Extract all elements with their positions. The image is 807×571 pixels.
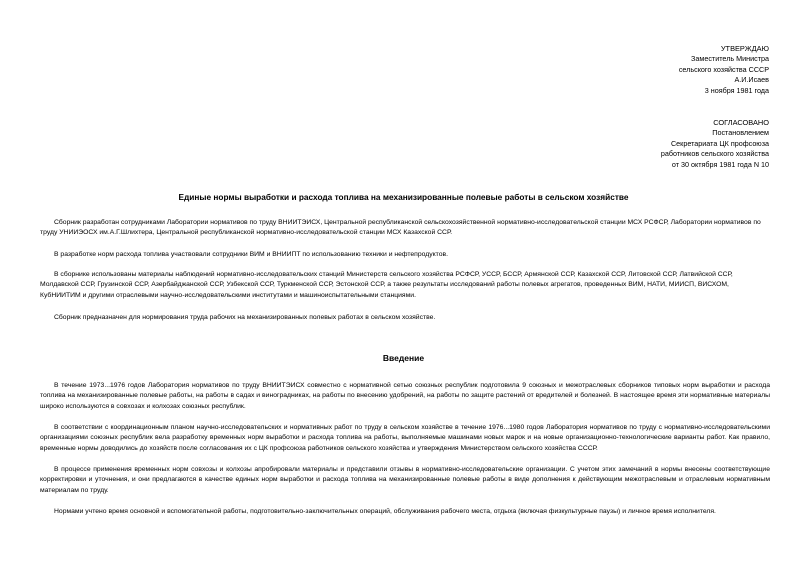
- agreed-line: Секретариата ЦК профсоюза: [670, 138, 769, 148]
- introduction-paragraph: Нормами учтено время основной и вспомогательной работы, подготовительно-заключительных операций, обслуживания рабочего места, отдыха (включая физкультурные паузы) и личное время исполнителя.: [54, 508, 716, 515]
- intro-paragraph: В сборнике использованы материалы наблюдений нормативно-исследовательских станций Министерств сельского хозяйства РСФСР, УССР, БССР, Армянской ССР, Казахской ССР, Литовской ССР, Латвийской ССР, Молдавской ССР, Грузинской ССР, Азербайджанской ССР, Узбекской ССР, Туркменской ССР, Эстонской ССР, а также результаты исследований работы полевых агрегатов, проведенных ВИМ, НАТИ, МИИСП, ВИСХОМ, КубНИИТИМ и другими отраслевыми научно-исследовательскими институтами и машиноиспытательными станциями.: [40, 271, 733, 299]
- document-title: Единые нормы выработки и расхода топлива на механизированные полевые работы в сельском хозяйстве: [178, 192, 629, 202]
- introduction-paragraph: В процессе применения временных норм совхозы и колхозы апробировали материалы и представили отзывы в нормативно-исследовательские организации. С учетом этих замечаний в нормы внесены соответствующие корректировки и уточнения, и они предлагаются в качестве единых норм выработки и расхода топлива на механизированные полевые работы в виде дополнения к действующим межотраслевым и отраслевым нормативным материалам по труду.: [40, 466, 770, 494]
- intro-paragraph: Сборник разработан сотрудниками Лаборатории нормативов по труду ВНИИТЭИСХ, Центральной республиканской сельскохозяйственной нормативно-исследовательской станции МСХ РСФСР, Лаборатории нормативов по труду УНИИЭОСХ им.А.Г.Шлихтера, Центральной республиканской нормативно-исследовательской станции МСХ Казахской ССР.: [40, 219, 761, 237]
- approved-line: сельского хозяйства СССР: [678, 64, 769, 74]
- agreed-heading: СОГЛАСОВАНО: [713, 118, 769, 127]
- intro-paragraph: Сборник предназначен для нормирования труда рабочих на механизированных полевых работах в сельском хозяйстве.: [54, 314, 436, 321]
- approval-stamp-approved: [679, 44, 769, 96]
- approval-stamp-agreed: [661, 118, 769, 170]
- approved-line: 3 ноября 1981 года: [704, 85, 769, 95]
- approved-line: А.И.Исаев: [734, 75, 769, 85]
- agreed-line: Постановлением: [712, 128, 769, 138]
- approved-heading: УТВЕРЖДАЮ: [720, 44, 769, 53]
- section-heading-introduction: Введение: [382, 353, 425, 363]
- intro-paragraph: В разработке норм расхода топлива участвовали сотрудники ВИМ и ВНИИПТ по использованию техники и нефтепродуктов.: [54, 251, 449, 258]
- introduction-paragraph: В течение 1973...1976 годов Лаборатория нормативов по труду ВНИИТЭИСХ совместно с нормативной сетью союзных республик подготовила 9 союзных и межотраслевых сборников типовых норм выработки и расхода топлива на механизированные полевые работы, на работы в садах и виноградниках, на работы по внесению удобрений, на работы по защите растений от вредителей и болезней. В настоящее время эти нормативные материалы широко используются в совхозах и колхозах союзных республик.: [40, 382, 770, 410]
- introduction-paragraph: В соответствии с координационным планом научно-исследовательских и нормативных работ по труду в сельском хозяйстве в течение 1976...1980 годов Лаборатория нормативов по труду с нормативно-исследовательскими организациями союзных республик вела разработку временных норм выработки и расхода топлива на работы, выполняемые машинами новых марок и на новые организационно-технологические варианты работ. Как правило, временные нормы доводились до хозяйств после согласования их с ЦК профсоюза работников сельского хозяйства и утверждения Министерством сельского хозяйства СССР.: [40, 424, 770, 452]
- agreed-line: от 30 октября 1981 года N 10: [671, 159, 769, 169]
- agreed-line: работников сельского хозяйства: [660, 149, 769, 159]
- approved-line: Заместитель Министра: [691, 54, 769, 64]
